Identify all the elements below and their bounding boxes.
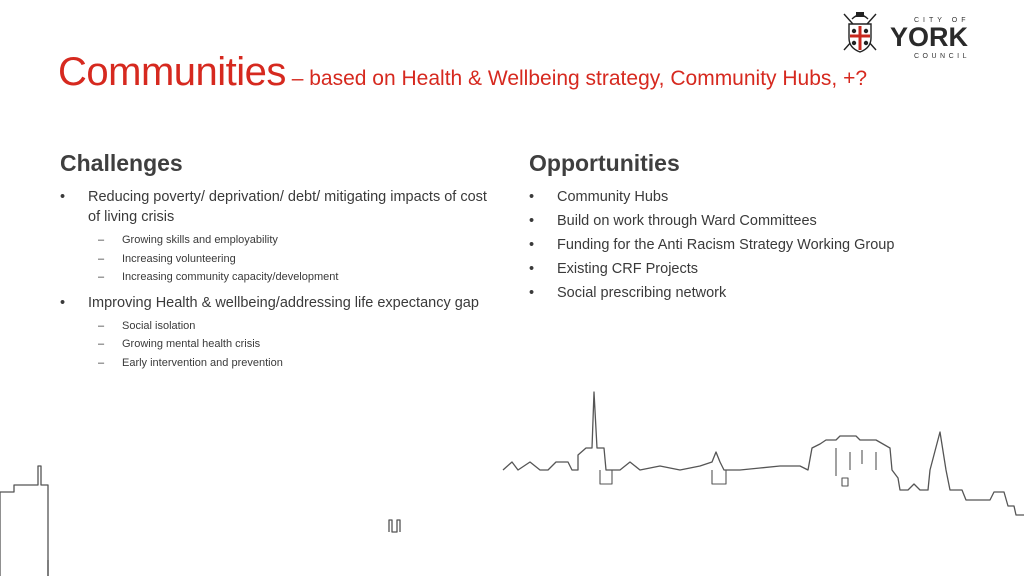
city-of-york-council-logo [836,8,1006,68]
sub-list [88,317,500,373]
opportunities-list [529,187,969,307]
opportunity-text: Funding for the Anti Racism Strategy Working Group [557,237,895,253]
opportunities-heading: Opportunities [529,150,680,176]
sub-item-text: Social isolation [122,319,196,332]
coat-of-arms-icon [844,12,876,52]
bullet: • [529,237,535,253]
list-item [529,187,969,207]
bullet: • [529,213,535,229]
sub-list-item [88,335,500,354]
bullet: • [529,189,535,205]
list-item [60,187,500,287]
sub-item-text: Increasing community capacity/development [122,271,339,283]
list-item [529,235,969,255]
dash: – [98,338,105,350]
title-main: Communities [58,50,286,94]
logo-city-of: CITY OF [914,17,970,24]
list-item [60,293,500,373]
sub-list-item [88,250,500,269]
sub-item-text: Growing skills and employability [122,234,278,246]
opportunity-text: Social prescribing network [557,285,727,301]
bullet: • [60,294,66,311]
list-item [529,211,969,231]
sub-list-item [88,231,500,250]
page-title [58,50,867,95]
challenges-heading: Challenges [60,150,183,176]
challenge-text: Reducing poverty/ deprivation/ debt/ mitigating impacts of cost of living crisis [88,189,487,225]
dash: – [98,319,105,332]
challenge-text: Improving Health & wellbeing/addressing life expectancy gap [88,294,479,311]
dash: – [98,252,105,265]
bullet: • [529,261,535,277]
bullet: • [60,189,66,205]
york-skyline-illustration [0,380,1024,576]
challenges-list [60,187,500,378]
logo-york: YORK [890,22,969,52]
opportunity-text: Community Hubs [557,189,669,205]
dash: – [98,271,105,283]
sub-item-text: Growing mental health crisis [122,338,261,350]
sub-list-item [88,354,500,373]
dash: – [98,356,105,369]
title-subtitle: – based on Health & Wellbeing strategy, Community Hubs, +? [285,67,868,90]
list-item [529,259,969,279]
sub-list [88,231,500,287]
opportunity-text: Existing CRF Projects [557,261,699,277]
sub-item-text: Early intervention and prevention [122,356,283,369]
dash: – [98,234,105,246]
opportunity-text: Build on work through Ward Committees [557,213,817,229]
logo-council: COUNCIL [914,53,971,60]
sub-list-item [88,268,500,287]
sub-list-item [88,317,500,336]
list-item [529,283,969,303]
sub-item-text: Increasing volunteering [122,252,236,265]
bullet: • [529,285,535,301]
